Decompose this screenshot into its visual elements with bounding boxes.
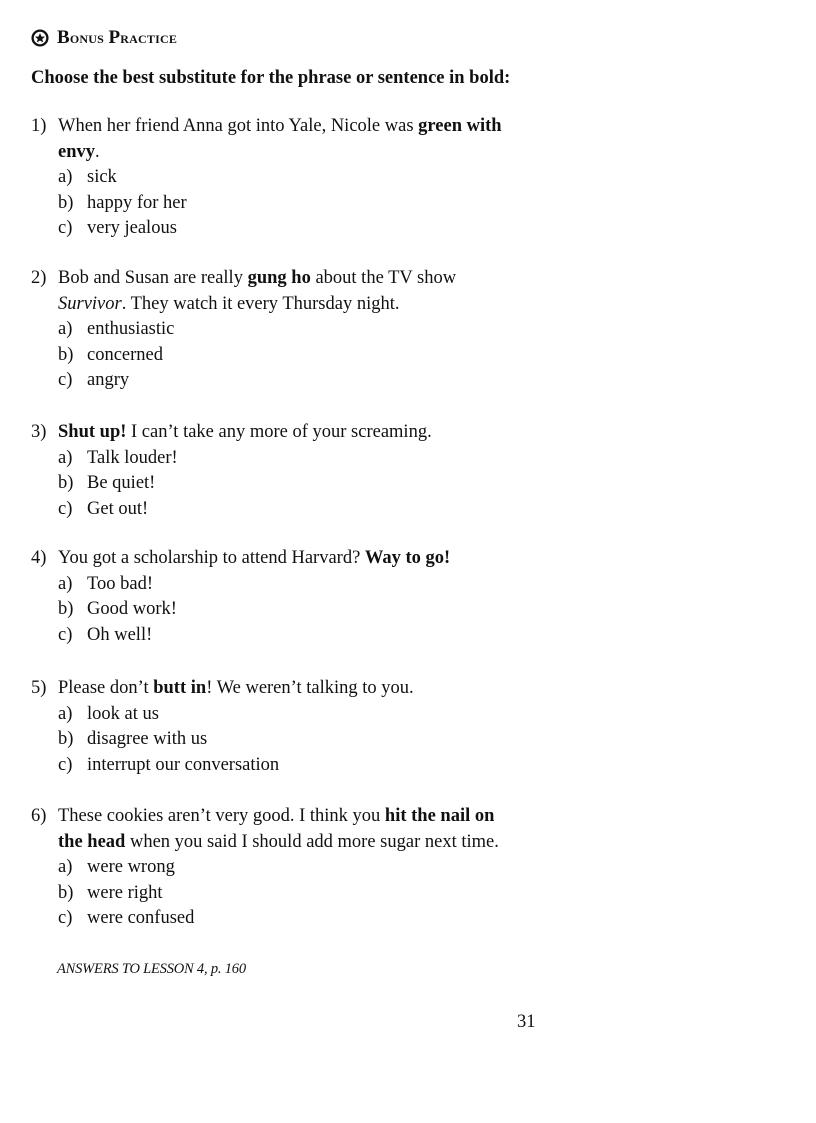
option-c: c) Get out!	[58, 498, 149, 519]
bold-phrase: green with	[418, 116, 502, 136]
option-c: c) angry	[58, 370, 130, 390]
question-2	[31, 266, 456, 394]
question-1	[31, 114, 502, 242]
bold-phrase: Way to go!	[364, 548, 451, 568]
question-text: 4) You got a scholarship to attend Harvard? Way to go!	[31, 546, 450, 572]
question-number: 5)	[31, 678, 47, 698]
instruction-text: Choose the best substitute for the phrase or sentence in bold:	[31, 68, 511, 88]
question-text-continued: envy.	[58, 141, 100, 162]
question-number: 3)	[31, 422, 47, 442]
option-b: b) concerned	[58, 344, 164, 365]
question-number: 4)	[31, 548, 47, 568]
option-b: b) Be quiet!	[58, 473, 156, 493]
question-text: 2) Bob and Susan are really gung ho about the TV show	[31, 266, 456, 292]
italic-title: Survivor	[58, 293, 122, 314]
option-c: c) interrupt our conversation	[58, 754, 280, 775]
page-number: 31	[517, 1012, 536, 1032]
option-c: c) were confused	[58, 908, 195, 928]
option-b: b) disagree with us	[58, 729, 208, 749]
question-text-continued: the head when you said I should add more sugar next time.	[58, 831, 499, 852]
bold-phrase: Shut up!	[58, 422, 127, 442]
bold-phrase: gung ho	[247, 268, 311, 288]
option-a: a) Too bad!	[58, 573, 154, 594]
option-a: a) enthusiastic	[58, 319, 175, 339]
option-b: b) were right	[58, 882, 163, 903]
option-c: c) Oh well!	[58, 624, 153, 645]
bold-phrase: butt in	[153, 678, 207, 698]
question-5	[31, 676, 414, 778]
question-number: 1)	[31, 116, 47, 136]
question-4	[31, 546, 450, 648]
question-3	[31, 420, 432, 522]
bold-phrase: hit the nail on	[384, 806, 495, 826]
bold-phrase: the head	[58, 831, 126, 852]
question-number: 6)	[31, 806, 47, 826]
section-title: Bonus Practice	[57, 27, 178, 48]
bold-phrase: envy	[58, 141, 95, 162]
option-a: a) look at us	[58, 703, 159, 724]
star-circle-icon	[31, 29, 49, 47]
option-b: b) Good work!	[58, 599, 177, 619]
question-number: 2)	[31, 268, 47, 288]
option-a: a) sick	[58, 167, 117, 187]
question-6	[31, 804, 499, 932]
option-a: a) were wrong	[58, 857, 175, 877]
answers-reference: ANSWERS TO LESSON 4, p. 160	[57, 961, 246, 977]
option-b: b) happy for her	[58, 192, 187, 213]
question-text: 5) Please don’t butt in! We weren’t talking to you.	[31, 676, 414, 702]
option-c: c) very jealous	[58, 218, 177, 238]
question-text: 1) When her friend Anna got into Yale, Nicole was green with	[31, 114, 502, 140]
question-text: 6) These cookies aren’t very good. I think you hit the nail on	[31, 804, 499, 830]
section-heading	[31, 27, 177, 49]
option-a: a) Talk louder!	[58, 447, 178, 468]
question-text-continued: Survivor. They watch it every Thursday night.	[58, 293, 400, 314]
question-text: 3) Shut up! I can’t take any more of your screaming.	[31, 420, 432, 446]
